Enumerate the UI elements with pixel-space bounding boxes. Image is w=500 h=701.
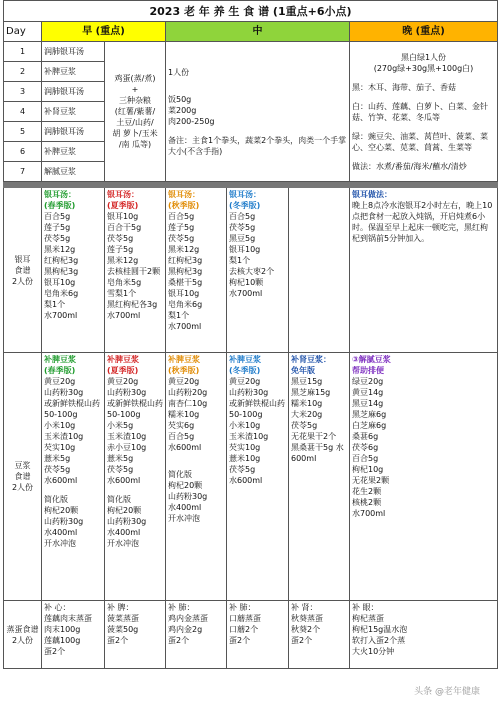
ingredient-line: 黑米12g bbox=[168, 245, 200, 254]
ingredient-line: 简化版 bbox=[107, 495, 131, 504]
ingredient-line: 开水冲泡 bbox=[107, 539, 139, 548]
ingredient-line: 茯苓5g bbox=[44, 465, 71, 474]
day-number: 6 bbox=[4, 142, 42, 162]
ingredient-line: 蛋2个 bbox=[229, 636, 251, 645]
ingredient-line: 黄豆20g bbox=[107, 377, 139, 386]
ingredient-line: 枸杞20颗 bbox=[107, 506, 142, 515]
ingredient-line: 银耳10g bbox=[168, 289, 200, 298]
watermark: 头条 @老年健康 bbox=[414, 687, 480, 697]
day-number: 4 bbox=[4, 102, 42, 122]
doujiang-label bbox=[4, 353, 42, 601]
ingredient-line: 蛋2个 bbox=[107, 636, 129, 645]
ingredient-line: 黑米12g bbox=[44, 245, 76, 254]
ingredient-line: 枸杞蒸蛋 bbox=[352, 614, 384, 623]
yiner-summer bbox=[105, 188, 166, 353]
ingredient-line: 山药粉20g bbox=[168, 388, 208, 397]
ingredient-line: 水700ml bbox=[107, 311, 141, 320]
zhengdan-row bbox=[4, 601, 498, 669]
recipe-heading: (秋季版) bbox=[168, 201, 200, 210]
ingredient-line: 枸杞10g bbox=[352, 465, 384, 474]
ingredient-line: 鸡内金蒸蛋 bbox=[168, 614, 208, 623]
ingredient-line: 黑米12g bbox=[107, 256, 139, 265]
ingredient-line: 水600ml bbox=[229, 476, 263, 485]
ingredient-line: 小米10g bbox=[229, 421, 261, 430]
zhengdan-label bbox=[4, 601, 42, 669]
ingredient-line: 梨1个 bbox=[229, 256, 251, 265]
ingredient-line: 薏米5g bbox=[107, 454, 134, 463]
ingredient-line: 皂角米6g bbox=[168, 300, 203, 309]
ingredient-line: 茯苓5g bbox=[107, 234, 134, 243]
ingredient-line: 黄豆14g bbox=[352, 388, 384, 397]
ingredient-line: 红枸杞3g bbox=[44, 256, 79, 265]
doujiang-autumn bbox=[166, 353, 227, 601]
ingredient-line: 黄豆20g bbox=[44, 377, 76, 386]
ingredient-line: 黑芝麻6g bbox=[352, 410, 387, 419]
zhengdan-lung-2 bbox=[227, 601, 289, 669]
day-number: 7 bbox=[4, 162, 42, 182]
yiner-winter bbox=[227, 188, 289, 353]
ingredient-line: 水600ml bbox=[168, 443, 202, 452]
recipe-heading: 补 眼： bbox=[352, 603, 379, 612]
breakfast-extra-line: (红薯/紫薯/ bbox=[114, 107, 156, 116]
doujiang-row bbox=[4, 353, 498, 601]
ingredient-line: 银耳10g bbox=[44, 278, 76, 287]
ingredient-line: 黑豆5g bbox=[229, 234, 256, 243]
ingredient-line: 简化版 bbox=[44, 495, 68, 504]
ingredient-line: 山药粉30g bbox=[44, 517, 84, 526]
ingredient-line: 晚上8点冷水泡银耳2小时左右，晚上10点把食材一起放入炖锅，开启炖煮6小时。保温至早上起床一顿吃完，黑红枸杞到锅前5分钟加入。 bbox=[352, 201, 493, 243]
ingredient-line: 肉末100g bbox=[44, 625, 81, 634]
recipe-heading: 补脾豆浆 bbox=[229, 355, 261, 364]
ingredient-line: 芡实10g bbox=[44, 443, 76, 452]
lunch-header: 中 bbox=[166, 22, 350, 42]
ingredient-line: 莲子5g bbox=[168, 223, 195, 232]
ingredient-line: 山药粉30g bbox=[107, 388, 147, 397]
breakfast-header: 早 (重点) bbox=[42, 22, 166, 42]
ingredient-line: 菠菜蒸蛋 bbox=[107, 614, 139, 623]
ingredient-line: 软打入蛋2个蒸 bbox=[352, 636, 406, 645]
zhengdan-label-line: 蒸蛋食谱 bbox=[6, 624, 39, 634]
day-header: Day bbox=[4, 22, 42, 42]
ingredient-line: 水700ml bbox=[168, 322, 202, 331]
ingredient-line bbox=[107, 486, 163, 494]
recipe-heading: ③解腻豆浆 bbox=[352, 355, 391, 364]
recipe-heading: 补脾豆浆 bbox=[107, 355, 139, 364]
ingredient-line: 枸杞20颗 bbox=[44, 506, 79, 515]
ingredient-line: 桑椹干5g bbox=[168, 278, 203, 287]
ingredient-line: 莲子5g bbox=[107, 245, 134, 254]
yiner-label bbox=[4, 188, 42, 353]
ingredient-line: 开水冲泡 bbox=[168, 514, 200, 523]
recipe-heading: 补肾豆浆： bbox=[291, 355, 331, 364]
doujiang-label-line: 食谱 bbox=[14, 472, 31, 481]
ingredient-line: 银耳10g bbox=[107, 212, 139, 221]
ingredient-line: 南杏仁10g bbox=[168, 399, 208, 408]
recipe-table bbox=[3, 0, 498, 669]
ingredient-line: 茯苓6g bbox=[352, 443, 379, 452]
ingredient-line: 桑葚6g bbox=[352, 432, 379, 441]
ingredient-line: 水600ml bbox=[107, 476, 141, 485]
ingredient-line: 黑豆14g bbox=[352, 399, 384, 408]
ingredient-line: 赤小豆10g bbox=[107, 443, 147, 452]
yiner-label-line: 银耳 bbox=[14, 254, 31, 264]
day-soup: 补脾豆浆 bbox=[42, 142, 105, 162]
day-soup: 润肺银耳汤 bbox=[42, 122, 105, 142]
doujiang-winter bbox=[227, 353, 289, 601]
recipe-heading: (冬季版) bbox=[229, 366, 261, 375]
ingredient-line bbox=[168, 461, 224, 469]
ingredient-line: 秋葵2个 bbox=[291, 625, 321, 634]
yiner-label-line: 2人份 bbox=[11, 276, 34, 286]
ingredient-line: 山药粉30g bbox=[168, 492, 208, 501]
recipe-heading: 补 肺： bbox=[229, 603, 256, 612]
recipe-heading: (夏季版) bbox=[107, 366, 139, 375]
ingredient-line: 雪梨1个 bbox=[107, 289, 137, 298]
ingredient-line: 皂角米5g bbox=[107, 278, 142, 287]
ingredient-line: 口蘑2个 bbox=[229, 625, 259, 634]
ingredient-line: 红枸杞3g bbox=[168, 256, 203, 265]
ingredient-line: 去核桂圆干2颗 bbox=[107, 267, 161, 276]
ingredient-line: 或新鲜铁棍山药50-100g bbox=[229, 399, 285, 419]
title-row bbox=[4, 1, 498, 22]
ingredient-line: 茯苓5g bbox=[291, 421, 318, 430]
zhengdan-lung bbox=[166, 601, 227, 669]
zhengdan-eye bbox=[350, 601, 498, 669]
ingredient-line: 莲藕100g bbox=[44, 636, 81, 645]
recipe-heading: 银耳汤： bbox=[168, 190, 200, 199]
ingredient-line: 蛋2个 bbox=[44, 647, 66, 656]
ingredient-line: 黑枸杞3g bbox=[168, 267, 203, 276]
ingredient-line: 芡实6g bbox=[168, 421, 195, 430]
recipe-heading: 补 肾： bbox=[291, 603, 318, 612]
yiner-spring bbox=[42, 188, 105, 353]
page-title: 2023 老 年 养 生 食 谱 (1重点+6小点) bbox=[4, 1, 498, 22]
recipe-heading: 帮助排便 bbox=[352, 366, 384, 375]
day-soup: 润肺银耳汤 bbox=[42, 82, 105, 102]
ingredient-line: 无花果干2个 bbox=[291, 432, 337, 441]
ingredient-line: 茯苓5g bbox=[229, 465, 256, 474]
yiner-label-line: 食谱 bbox=[14, 265, 31, 275]
ingredient-line: 或新鲜铁棍山药50-100g bbox=[44, 399, 100, 419]
ingredient-line: 水400ml bbox=[44, 528, 78, 537]
doujiang-summer bbox=[105, 353, 166, 601]
ingredient-line: 无花果2颗 bbox=[352, 476, 390, 485]
yiner-row bbox=[4, 188, 498, 353]
zhengdan-spleen bbox=[105, 601, 166, 669]
ingredient-line: 花生2颗 bbox=[352, 487, 382, 496]
zhengdan-kidney bbox=[289, 601, 350, 669]
ingredient-line bbox=[168, 453, 224, 461]
ingredient-line: 梨1个 bbox=[168, 311, 190, 320]
recipe-heading: (冬季版) bbox=[229, 201, 261, 210]
breakfast-extra-line: 胡 萝卜/玉米 bbox=[112, 129, 158, 138]
recipe-heading: 银耳做法： bbox=[352, 190, 392, 199]
ingredient-line: 莲子5g bbox=[44, 223, 71, 232]
day-row-1 bbox=[4, 42, 498, 62]
ingredient-line: 玉米渣10g bbox=[44, 432, 84, 441]
yiner-autumn bbox=[166, 188, 227, 353]
yiner-empty bbox=[289, 188, 350, 353]
ingredient-line: 黑枸杞3g bbox=[44, 267, 79, 276]
recipe-heading: (春季版) bbox=[44, 201, 76, 210]
ingredient-line: 黑桑葚干5g 水600ml bbox=[291, 443, 344, 463]
ingredient-line: 山药粉30g bbox=[229, 388, 269, 397]
breakfast-extra-line: 三种杂粮 bbox=[119, 96, 151, 105]
ingredient-line: 皂角米6g bbox=[44, 289, 79, 298]
lunch-line: 肉200-250g bbox=[168, 116, 215, 126]
lunch-line: 菜200g bbox=[168, 105, 197, 115]
doujiang-spring bbox=[42, 353, 105, 601]
ingredient-line: 简化版 bbox=[168, 470, 192, 479]
ingredient-line: 水400ml bbox=[107, 528, 141, 537]
zhengdan-heart bbox=[42, 601, 105, 669]
ingredient-line: 黑豆15g bbox=[291, 377, 323, 386]
recipe-heading: (夏季版) bbox=[107, 201, 139, 210]
ingredient-line: 大米20g bbox=[291, 410, 323, 419]
dinner-line: 绿：豌豆尖、油菜、莴苣叶、菠菜、菜心、空心菜、苋菜、茼蒿、生菜等 bbox=[352, 131, 488, 152]
ingredient-line: 薏米5g bbox=[44, 454, 71, 463]
lunch-line: 饭50g bbox=[168, 94, 192, 104]
ingredient-line: 或新鲜铁棍山药50-100g bbox=[107, 399, 163, 419]
ingredient-line: 黄豆20g bbox=[229, 377, 261, 386]
recipe-heading: 免年版 bbox=[291, 366, 315, 375]
ingredient-line: 去核大枣2个 bbox=[229, 267, 275, 276]
recipe-heading: (春季版) bbox=[44, 366, 76, 375]
ingredient-line: 玉米渣10g bbox=[107, 432, 147, 441]
recipe-heading: 补 心： bbox=[44, 603, 71, 612]
ingredient-line: 百合5g bbox=[44, 212, 71, 221]
ingredient-line: 糯米10g bbox=[291, 399, 323, 408]
ingredient-line: 梨1个 bbox=[44, 300, 66, 309]
ingredient-line: 口蘑蒸蛋 bbox=[229, 614, 261, 623]
ingredient-line: 水400ml bbox=[168, 503, 202, 512]
ingredient-line: 百合5g bbox=[168, 432, 195, 441]
day-number: 3 bbox=[4, 82, 42, 102]
lunch-cell bbox=[166, 42, 350, 182]
recipe-heading: (秋季版) bbox=[168, 366, 200, 375]
day-soup: 润肺银耳汤 bbox=[42, 42, 105, 62]
day-number: 1 bbox=[4, 42, 42, 62]
lunch-note: 备注：主食1个拳头，蔬菜2个拳头，肉类一个手掌大小(不含手指) bbox=[168, 135, 347, 156]
ingredient-line: 山药粉30g bbox=[107, 517, 147, 526]
ingredient-line: 枸杞10颗 bbox=[229, 278, 264, 287]
doujiang-label-line: 2人份 bbox=[11, 483, 34, 492]
ingredient-line: 百合5g bbox=[168, 212, 195, 221]
ingredient-line: 小米10g bbox=[44, 421, 76, 430]
dinner-line: (270g绿+30g黑+100g白) bbox=[373, 63, 474, 73]
ingredient-line: 秋葵蒸蛋 bbox=[291, 614, 323, 623]
recipe-heading: 银耳汤： bbox=[229, 190, 261, 199]
breakfast-extra-line: 鸡蛋(蒸/煮) bbox=[114, 74, 156, 83]
ingredient-line: 糯米10g bbox=[168, 410, 200, 419]
dinner-line: 黑白绿1人份 bbox=[400, 52, 447, 62]
dinner-header: 晚 (重点) bbox=[350, 22, 498, 42]
doujiang-label-line: 豆浆 bbox=[14, 461, 31, 470]
ingredient-line: 水600ml bbox=[44, 476, 78, 485]
ingredient-line: 黑红枸杞各3g bbox=[107, 300, 158, 309]
ingredient-line: 莲藕肉末蒸蛋 bbox=[44, 614, 92, 623]
ingredient-line: 百合5g bbox=[352, 454, 379, 463]
recipe-heading: 补 肺： bbox=[168, 603, 195, 612]
day-soup: 补肾豆浆 bbox=[42, 102, 105, 122]
yiner-method bbox=[350, 188, 498, 353]
recipe-heading: 补脾豆浆 bbox=[168, 355, 200, 364]
ingredient-line: 茯苓5g bbox=[168, 234, 195, 243]
ingredient-line: 芡实10g bbox=[229, 443, 261, 452]
ingredient-line: 黑芝麻15g bbox=[291, 388, 331, 397]
day-number: 5 bbox=[4, 122, 42, 142]
ingredient-line: 枸杞20颗 bbox=[168, 481, 203, 490]
breakfast-extra-line: + bbox=[131, 85, 139, 94]
breakfast-extra-cell bbox=[105, 42, 166, 182]
ingredient-line: 开水冲泡 bbox=[44, 539, 76, 548]
recipe-heading: 补脾豆浆 bbox=[44, 355, 76, 364]
ingredient-line: 黄豆20g bbox=[168, 377, 200, 386]
day-number: 2 bbox=[4, 62, 42, 82]
day-soup: 补脾豆浆 bbox=[42, 62, 105, 82]
ingredient-line: 玉米渣10g bbox=[229, 432, 269, 441]
ingredient-line: 枸杞15g温水泡 bbox=[352, 625, 408, 634]
dinner-line: 做法：水煮/番茄/海米/蘸水/清炒 bbox=[352, 161, 467, 171]
recipe-heading: 银耳汤： bbox=[44, 190, 76, 199]
ingredient-line: 茯苓5g bbox=[44, 234, 71, 243]
breakfast-extra-line: /南 瓜等) bbox=[118, 140, 152, 149]
day-soup: 解腻豆浆 bbox=[42, 162, 105, 182]
lunch-line: 1人份 bbox=[168, 67, 190, 77]
ingredient-line: 大火10分钟 bbox=[352, 647, 395, 656]
ingredient-line: 蛋2个 bbox=[168, 636, 190, 645]
ingredient-line: 小米5g bbox=[107, 421, 134, 430]
dinner-line: 白：山药、莲藕、白萝卜、白菜、金针菇、竹笋、花菜、冬瓜等 bbox=[352, 101, 488, 122]
ingredient-line: 水700ml bbox=[44, 311, 78, 320]
recipe-heading: 银耳汤： bbox=[107, 190, 139, 199]
header-row bbox=[4, 22, 498, 42]
ingredient-line: 百合5g bbox=[229, 212, 256, 221]
ingredient-line: 茯苓5g bbox=[229, 223, 256, 232]
ingredient-line: 白芝麻6g bbox=[352, 421, 387, 430]
ingredient-line: 蛋2个 bbox=[291, 636, 313, 645]
ingredient-line bbox=[44, 486, 102, 494]
recipe-heading: 补 脾： bbox=[107, 603, 134, 612]
zhengdan-label-line: 2人份 bbox=[11, 635, 34, 645]
ingredient-line: 水700ml bbox=[229, 289, 263, 298]
ingredient-line: 百合干5g bbox=[107, 223, 142, 232]
doujiang-relief bbox=[350, 353, 498, 601]
ingredient-line: 菠菜50g bbox=[107, 625, 139, 634]
ingredient-line: 银耳10g bbox=[229, 245, 261, 254]
dinner-cell bbox=[350, 42, 498, 182]
breakfast-extra-line: 土豆/山药/ bbox=[116, 118, 154, 127]
ingredient-line: 水700ml bbox=[352, 509, 386, 518]
ingredient-line: 山药粉30g bbox=[44, 388, 84, 397]
ingredient-line: 茯苓5g bbox=[107, 465, 134, 474]
dinner-line: 黑：木耳、海带、茄子、香菇 bbox=[352, 82, 456, 92]
ingredient-line: 核桃2颗 bbox=[352, 498, 382, 507]
doujiang-kidney bbox=[289, 353, 350, 601]
ingredient-line: 绿豆20g bbox=[352, 377, 384, 386]
ingredient-line: 薏米10g bbox=[229, 454, 261, 463]
ingredient-line: 鸡内金2g bbox=[168, 625, 203, 634]
